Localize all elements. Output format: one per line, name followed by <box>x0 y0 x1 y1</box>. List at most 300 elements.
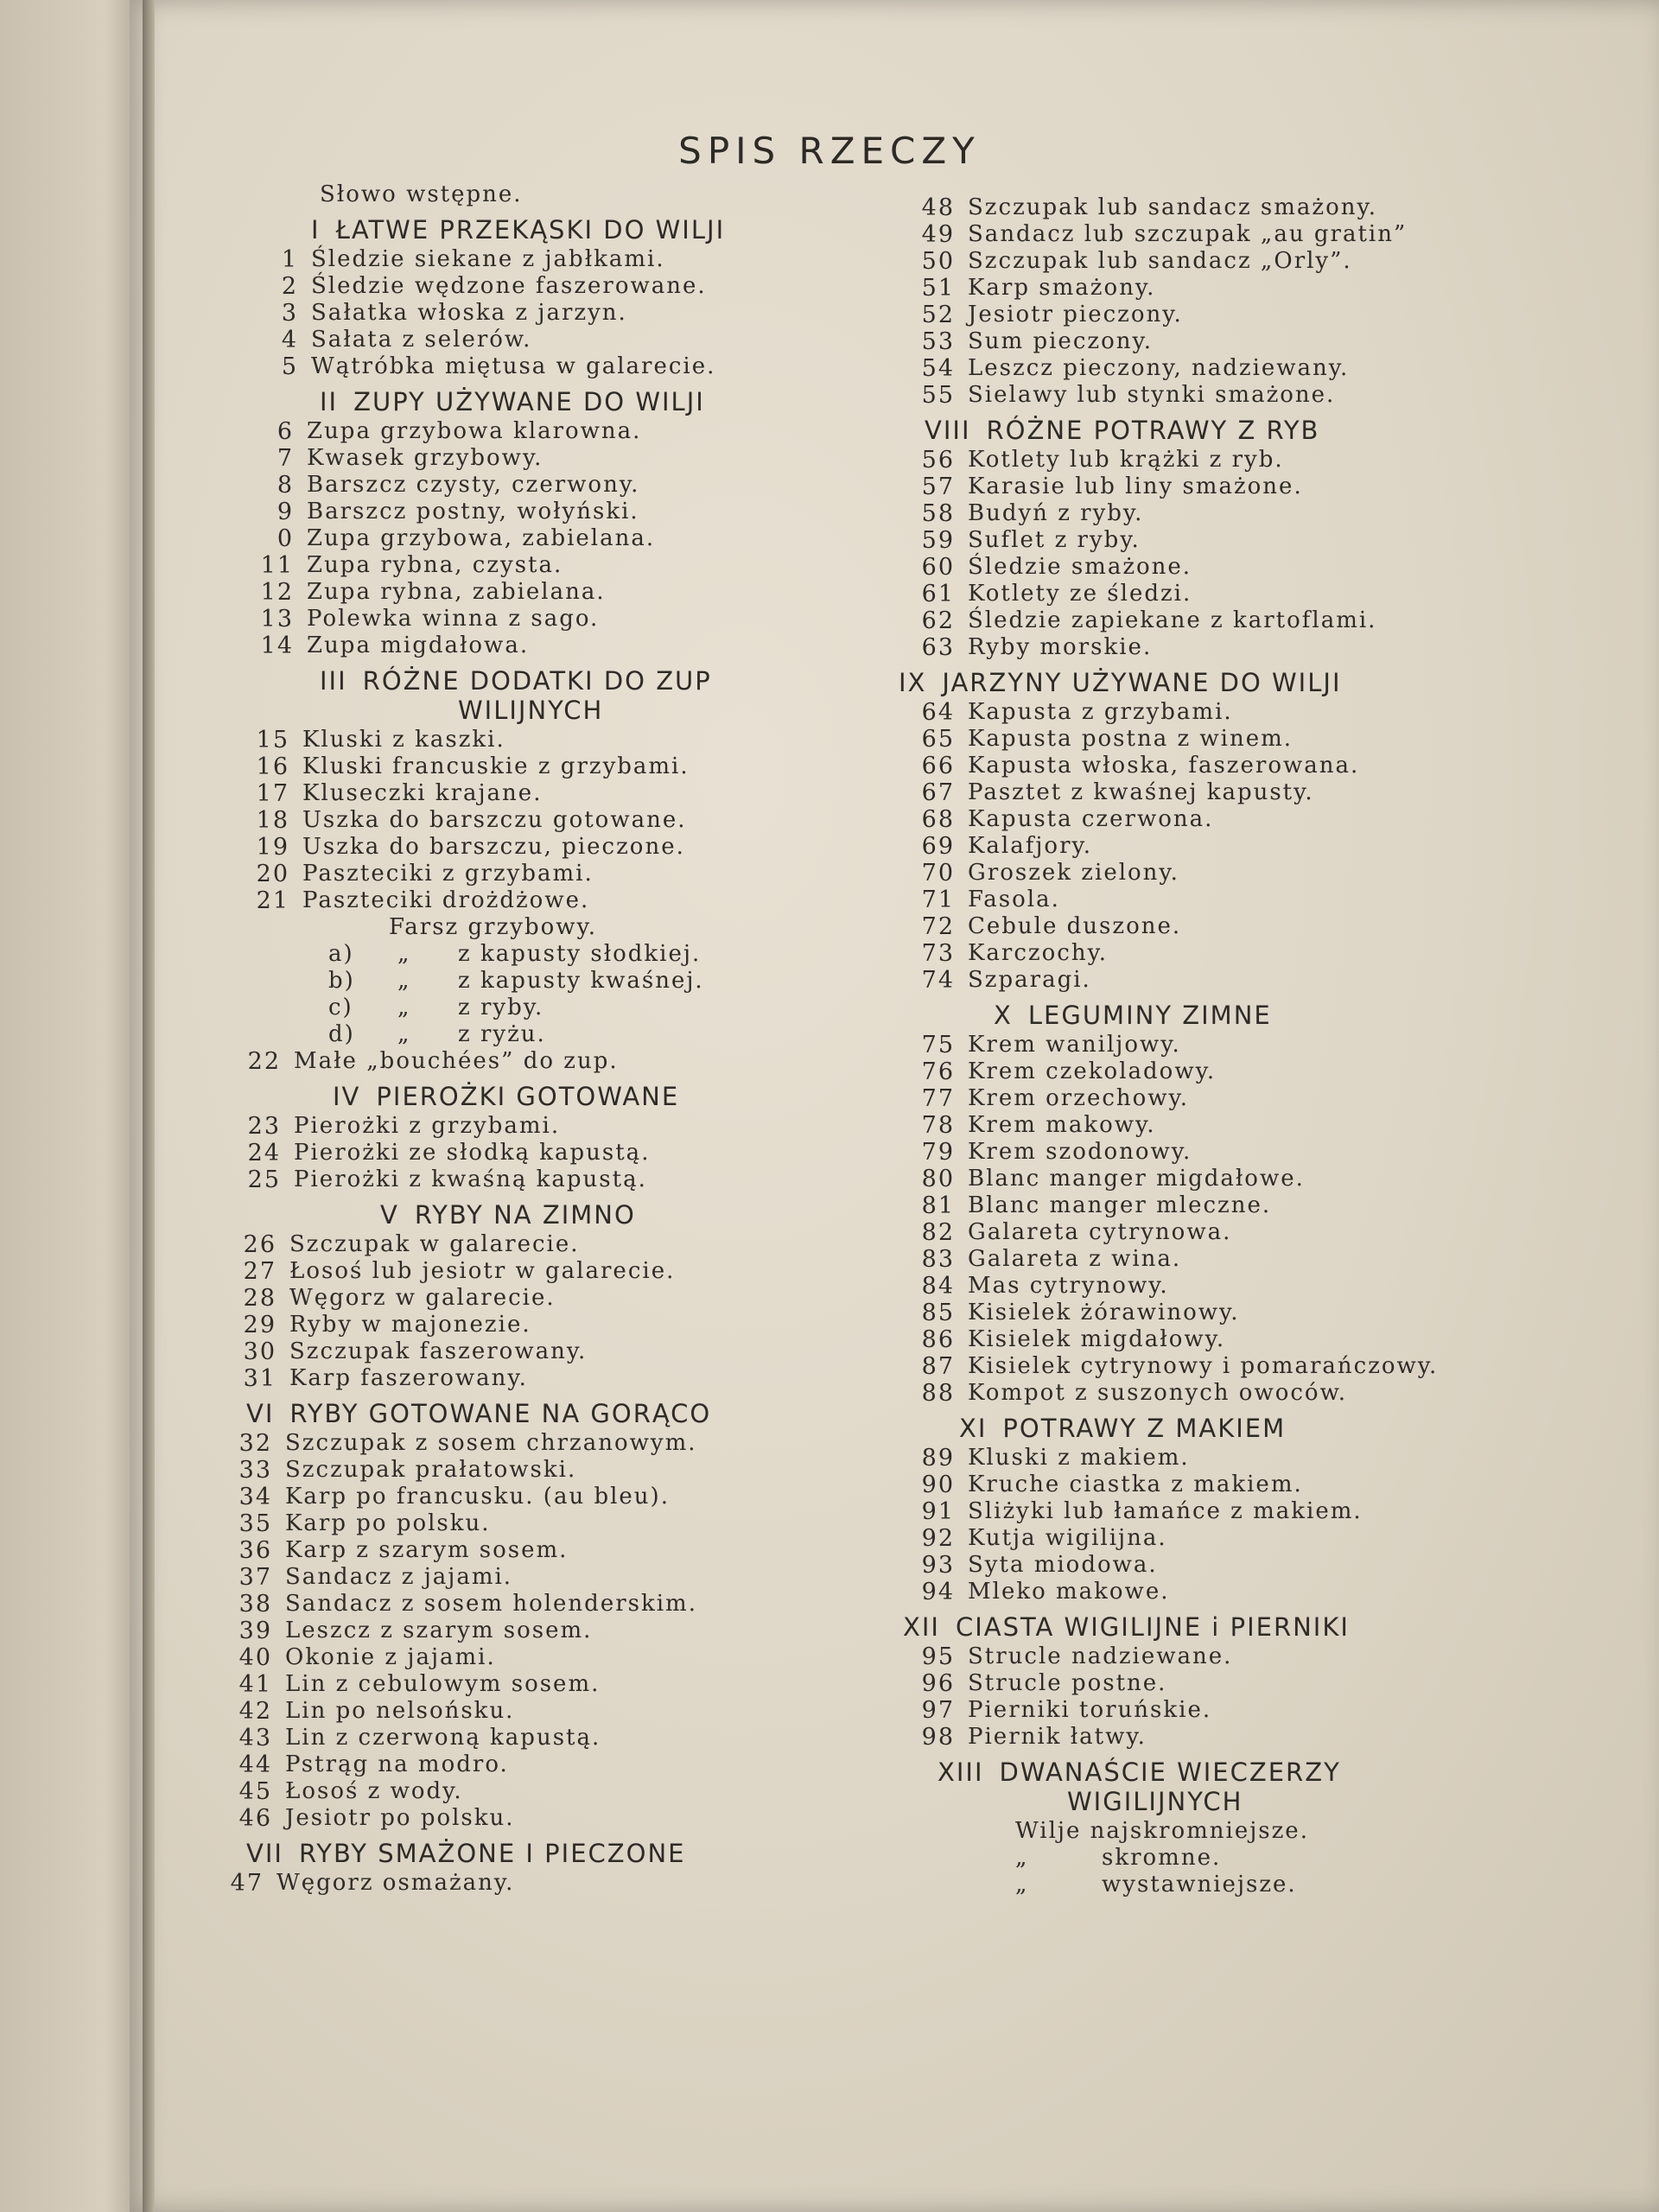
entry-number: 3 <box>281 300 298 327</box>
entry-title: Pierożki z kwaśną kapustą. <box>294 1166 647 1192</box>
toc-entry <box>873 1032 1495 1058</box>
entry-number: 58 <box>921 500 955 527</box>
toc-entry <box>212 552 838 579</box>
entry-number: 38 <box>238 1591 272 1618</box>
entry-title: Kluseczki krajane. <box>302 780 543 806</box>
entry-title: Sielawy lub stynki smażone. <box>968 382 1336 408</box>
entry-title: Łosoś z wody. <box>285 1778 463 1804</box>
toc-entry <box>873 1353 1495 1380</box>
toc-entry <box>873 275 1495 302</box>
toc-ditto-line <box>1015 1845 1495 1872</box>
toc-entry <box>181 1870 838 1897</box>
entry-title: Łosoś lub jesiotr w galarecie. <box>289 1258 676 1284</box>
toc-entry <box>873 1246 1495 1273</box>
entry-title: Uszka do barszczu, pieczone. <box>302 834 685 860</box>
entry-title: Kapusta postna z winem. <box>968 726 1294 752</box>
entry-title: Cebule duszone. <box>968 913 1182 939</box>
entry-number: 92 <box>921 1525 955 1552</box>
entry-title: Lin po nelsońsku. <box>285 1698 515 1724</box>
section-numeral: X <box>994 1001 1013 1030</box>
entry-number: 78 <box>921 1112 955 1139</box>
section-numeral: XII <box>903 1612 940 1642</box>
section-title: JARZYNY UŻYWANE DO WILJI <box>942 668 1342 697</box>
entry-title: Wątróbka miętusa w galarecie. <box>311 353 716 379</box>
entry-title: Szczupak lub sandacz „Orly”. <box>968 248 1352 274</box>
section-heading <box>903 1605 1495 1643</box>
toc-entry <box>873 806 1495 833</box>
entry-number: 48 <box>921 194 955 221</box>
entry-number: 21 <box>256 887 289 914</box>
section-title: ZUPY UŻYWANE DO WILJI <box>353 387 705 416</box>
toc-subitem <box>207 941 838 968</box>
entry-number: 90 <box>921 1471 955 1498</box>
section-heading <box>320 659 838 697</box>
entry-title: Kutja wigilijna. <box>968 1525 1167 1551</box>
entry-number: 52 <box>921 302 955 328</box>
entry-title: Karczochy. <box>968 940 1109 966</box>
toc-entry <box>873 753 1495 779</box>
entry-title: Barszcz czysty, czerwony. <box>307 472 640 498</box>
entry-number: 13 <box>260 606 294 632</box>
entry-number: 81 <box>921 1192 955 1219</box>
page-title: SPIS RZECZY <box>678 130 981 172</box>
entry-number: 39 <box>238 1618 272 1644</box>
toc-entry <box>199 1140 838 1166</box>
entry-number: 29 <box>243 1312 276 1338</box>
entry-title: Jesiotr po polsku. <box>285 1805 515 1831</box>
entry-title: Śledzie siekane z jabłkami. <box>311 246 665 272</box>
entry-title: Jesiotr pieczony. <box>968 302 1183 327</box>
entry-number: 35 <box>238 1510 272 1537</box>
entry-number: 65 <box>921 726 955 753</box>
toc-entry <box>873 860 1495 887</box>
toc-entry <box>873 1643 1495 1670</box>
entry-title: Szczupak lub sandacz smażony. <box>968 194 1377 220</box>
toc-entry <box>873 1552 1495 1579</box>
entry-number: 84 <box>921 1273 955 1300</box>
entry-number: 25 <box>247 1166 281 1193</box>
entry-title: Suflet z ryby. <box>968 527 1141 553</box>
entry-title: Karp faszerowany. <box>289 1365 528 1391</box>
entry-title: Okonie z jajami. <box>285 1644 496 1670</box>
book-spine-fold <box>143 0 155 2212</box>
toc-entry <box>873 940 1495 967</box>
entry-title: Kwasek grzybowy. <box>307 445 543 471</box>
toc-entry <box>216 327 838 353</box>
entry-title: Pstrąg na modro. <box>285 1751 509 1777</box>
entry-title: Paszteciki z grzybami. <box>302 861 594 887</box>
entry-title: Pierniki toruńskie. <box>968 1697 1212 1723</box>
section-heading <box>899 661 1495 699</box>
section-numeral: XI <box>959 1414 988 1443</box>
entry-title: Kalafjory. <box>968 833 1093 859</box>
section-heading <box>380 1193 838 1231</box>
toc-plain-line: Wilje najskromniejsze. <box>1015 1818 1309 1844</box>
toc-plain-line: Słowo wstępne. <box>320 181 523 207</box>
entry-number: 44 <box>238 1751 272 1778</box>
entry-title: Szczupak prałatowski. <box>285 1457 577 1483</box>
toc-entry <box>190 1537 838 1564</box>
entry-number: 94 <box>921 1579 955 1605</box>
entry-title: Kapusta z grzybami. <box>968 699 1233 725</box>
entry-number: 45 <box>238 1778 272 1805</box>
toc-entry <box>207 753 838 780</box>
entry-title: Zupa grzybowa, zabielana. <box>307 525 656 551</box>
entry-title: Sum pieczony. <box>968 328 1153 354</box>
toc-entry <box>873 699 1495 726</box>
entry-title: Piernik łatwy. <box>968 1724 1147 1750</box>
entry-title: Śledzie smażone. <box>968 554 1192 580</box>
section-title: CIASTA WIGILIJNE i PIERNIKI <box>955 1612 1350 1642</box>
subitem-title: z kapusty słodkiej. <box>458 941 702 967</box>
entry-title: Krem czekoladowy. <box>968 1058 1217 1084</box>
section-heading <box>925 409 1495 447</box>
ditto-mark: „ <box>397 995 411 1020</box>
entry-number: 87 <box>921 1353 955 1380</box>
ditto-mark: „ <box>397 941 411 967</box>
entry-title: Groszek zielony. <box>968 860 1179 886</box>
subitem-title: z ryżu. <box>458 1021 546 1047</box>
entry-number: 42 <box>238 1698 272 1725</box>
section-title: RÓŻNE POTRAWY Z RYB <box>986 416 1320 445</box>
toc-entry <box>212 606 838 632</box>
subitem-title: z kapusty kwaśnej. <box>458 968 704 994</box>
entry-title: Blanc manger migdałowe. <box>968 1166 1305 1192</box>
entry-number: 79 <box>921 1139 955 1166</box>
section-heading-continued: WILIJNYCH <box>458 696 604 725</box>
entry-number: 16 <box>256 753 289 780</box>
toc-entry <box>212 525 838 552</box>
toc-entry <box>873 382 1495 409</box>
toc-entry <box>873 221 1495 248</box>
entry-title: Mleko makowe. <box>968 1579 1170 1605</box>
section-numeral: XIII <box>938 1758 984 1787</box>
entry-number: 6 <box>276 418 294 445</box>
entry-number: 7 <box>276 445 294 472</box>
toc-entry <box>212 418 838 445</box>
section-heading <box>246 1832 838 1870</box>
toc-entry <box>873 1219 1495 1246</box>
section-numeral: IV <box>333 1082 361 1111</box>
toc-entry <box>207 861 838 887</box>
entry-number: 61 <box>921 581 955 607</box>
toc-entry <box>216 300 838 327</box>
entry-number: 60 <box>921 554 955 581</box>
section-numeral: V <box>380 1200 399 1230</box>
toc-entry <box>873 1112 1495 1139</box>
entry-number: 59 <box>921 527 955 554</box>
entry-number: 0 <box>276 525 294 552</box>
entry-title: Pasztet z kwaśnej kapusty. <box>968 779 1314 805</box>
section-heading <box>333 1075 838 1113</box>
entry-number: 11 <box>260 552 294 579</box>
entry-number: 43 <box>238 1725 272 1751</box>
entry-number: 69 <box>921 833 955 860</box>
entry-title: skromne. <box>1102 1845 1222 1871</box>
entry-title: Sandacz z jajami. <box>285 1564 513 1590</box>
entry-number: 37 <box>238 1564 272 1591</box>
entry-number: 41 <box>238 1671 272 1698</box>
toc-entry <box>190 1430 838 1457</box>
entry-title: Karp z szarym sosem. <box>285 1537 569 1563</box>
entry-number: 19 <box>256 834 289 861</box>
entry-title: Kompot z suszonych owoców. <box>968 1380 1348 1406</box>
section-title: LEGUMINY ZIMNE <box>1027 1001 1272 1030</box>
entry-number: 70 <box>921 860 955 887</box>
entry-title: Kluski z kaszki. <box>302 727 505 753</box>
toc-entry <box>190 1564 838 1591</box>
toc-entry <box>190 1751 838 1778</box>
entry-number: 89 <box>921 1445 955 1471</box>
entry-number: 34 <box>238 1484 272 1510</box>
section-heading <box>938 1751 1495 1789</box>
toc-ditto-line <box>1015 1872 1495 1898</box>
entry-number: 67 <box>921 779 955 806</box>
toc-entry <box>207 807 838 834</box>
entry-number: 76 <box>921 1058 955 1085</box>
toc-entry <box>873 1326 1495 1353</box>
entry-number: 20 <box>256 861 289 887</box>
toc-entry <box>873 355 1495 382</box>
toc-entry <box>873 527 1495 554</box>
entry-number: 97 <box>921 1697 955 1724</box>
toc-entry <box>190 1698 838 1725</box>
entry-title: Sałata z selerów. <box>311 327 532 353</box>
entry-number: 17 <box>256 780 289 807</box>
entry-number: 88 <box>921 1380 955 1407</box>
entry-number: 57 <box>921 474 955 500</box>
ditto-mark: „ <box>1015 1872 1029 1897</box>
entry-number: 66 <box>921 753 955 779</box>
entry-title: Krem makowy. <box>968 1112 1156 1138</box>
toc-entry <box>873 302 1495 328</box>
entry-title: wystawniejsze. <box>1102 1872 1297 1897</box>
entry-title: Strucle postne. <box>968 1670 1167 1696</box>
toc-entry <box>207 887 838 914</box>
entry-title: Karp po francusku. (au bleu). <box>285 1484 670 1510</box>
entry-number: 50 <box>921 248 955 275</box>
toc-entry <box>199 1113 838 1140</box>
toc-entry <box>194 1312 838 1338</box>
entry-number: 32 <box>238 1430 272 1457</box>
entry-title: Fasola. <box>968 887 1060 912</box>
toc-entry <box>190 1805 838 1832</box>
entry-number: 63 <box>921 634 955 661</box>
ditto-mark: „ <box>397 968 411 994</box>
section-heading <box>959 1407 1495 1445</box>
entry-title: Kotlety lub krążki z ryb. <box>968 447 1284 473</box>
toc-right-column <box>873 194 1495 1898</box>
ditto-mark: „ <box>397 1021 411 1047</box>
entry-title: Sandacz lub szczupak „au gratin” <box>968 221 1408 247</box>
toc-entry <box>873 1192 1495 1219</box>
toc-entry <box>194 1365 838 1392</box>
entry-number: 72 <box>921 913 955 940</box>
entry-number: 62 <box>921 607 955 634</box>
toc-entry <box>873 726 1495 753</box>
entry-title: Strucle nadziewane. <box>968 1643 1233 1669</box>
subitem-title: z ryby. <box>458 995 544 1020</box>
toc-entry <box>190 1618 838 1644</box>
subitem-letter: b) <box>328 968 355 994</box>
toc-entry <box>873 1085 1495 1112</box>
entry-title: Śledzie wędzone faszerowane. <box>311 273 707 299</box>
section-heading <box>994 994 1495 1032</box>
entry-number: 2 <box>281 273 298 300</box>
entry-number: 15 <box>256 727 289 753</box>
entry-title: Sandacz z sosem holenderskim. <box>285 1591 697 1617</box>
toc-entry <box>873 607 1495 634</box>
toc-entry <box>212 499 838 525</box>
entry-number: 74 <box>921 967 955 994</box>
entry-title: Węgorz w galarecie. <box>289 1285 556 1311</box>
entry-title: Śledzie zapiekane z kartoflami. <box>968 607 1377 633</box>
toc-entry <box>873 1139 1495 1166</box>
entry-title: Sałatka włoska z jarzyn. <box>311 300 627 326</box>
section-numeral: II <box>320 387 339 416</box>
section-numeral: VI <box>246 1399 275 1428</box>
entry-title: Ryby w majonezie. <box>289 1312 531 1338</box>
section-title: RYBY SMAŻONE I PIECZONE <box>298 1839 686 1868</box>
toc-entry <box>190 1591 838 1618</box>
section-numeral: VIII <box>925 416 971 445</box>
entry-number: 46 <box>238 1805 272 1832</box>
section-numeral: III <box>320 666 347 696</box>
entry-number: 23 <box>247 1113 281 1140</box>
toc-entry <box>873 913 1495 940</box>
toc-subitem <box>207 995 838 1021</box>
toc-entry <box>216 273 838 300</box>
entry-number: 31 <box>243 1365 276 1392</box>
entry-number: 1 <box>281 246 298 273</box>
entry-number: 33 <box>238 1457 272 1484</box>
toc-entry <box>199 1166 838 1193</box>
entry-title: Uszka do barszczu gotowane. <box>302 807 687 833</box>
entry-number: 56 <box>921 447 955 474</box>
toc-entry <box>873 634 1495 661</box>
toc-entry <box>194 1231 838 1258</box>
entry-title: Krem waniljowy. <box>968 1032 1181 1058</box>
section-heading <box>311 208 838 246</box>
entry-title: Leszcz pieczony, nadziewany. <box>968 355 1350 381</box>
toc-entry <box>190 1671 838 1698</box>
section-heading <box>320 380 838 418</box>
toc-entry <box>873 1525 1495 1552</box>
toc-entry <box>212 632 838 659</box>
entry-title: Karp smażony. <box>968 275 1156 301</box>
toc-entry <box>207 727 838 753</box>
entry-number: 83 <box>921 1246 955 1273</box>
entry-title: Szczupak w galarecie. <box>289 1231 580 1257</box>
entry-title: Budyń z ryby. <box>968 500 1144 526</box>
entry-title: Galareta z wina. <box>968 1246 1182 1272</box>
entry-title: Kapusta czerwona. <box>968 806 1214 832</box>
entry-number: 80 <box>921 1166 955 1192</box>
toc-entry <box>873 1697 1495 1724</box>
entry-number: 55 <box>921 382 955 409</box>
section-title: POTRAWY Z MAKIEM <box>1002 1414 1287 1443</box>
entry-title: Mas cytrynowy. <box>968 1273 1169 1299</box>
toc-entry <box>873 500 1495 527</box>
entry-title: Leszcz z szarym sosem. <box>285 1618 593 1643</box>
entry-number: 49 <box>921 221 955 248</box>
section-title: PIEROŻKI GOTOWANE <box>376 1082 680 1111</box>
entry-number: 77 <box>921 1085 955 1112</box>
entry-title: Karasie lub liny smażone. <box>968 474 1303 499</box>
entry-number: 9 <box>276 499 294 525</box>
toc-entry <box>873 833 1495 860</box>
subitem-letter: c) <box>328 995 353 1020</box>
toc-entry <box>190 1644 838 1671</box>
entry-number: 27 <box>243 1258 276 1285</box>
entry-number: 71 <box>921 887 955 913</box>
entry-number: 95 <box>921 1643 955 1670</box>
entry-number: 36 <box>238 1537 272 1564</box>
subitem-letter: a) <box>328 941 354 967</box>
entry-number: 96 <box>921 1670 955 1697</box>
toc-entry <box>873 887 1495 913</box>
toc-entry <box>207 834 838 861</box>
toc-entry <box>873 1670 1495 1697</box>
entry-title: Pierożki ze słodką kapustą. <box>294 1140 651 1166</box>
entry-title: Krem szodonowy. <box>968 1139 1192 1165</box>
entry-title: Zupa migdałowa. <box>307 632 530 658</box>
entry-number: 85 <box>921 1300 955 1326</box>
entry-title: Paszteciki drożdżowe. <box>302 887 590 913</box>
section-title: RÓŻNE DODATKI DO ZUP <box>362 666 712 696</box>
toc-entry <box>873 194 1495 221</box>
toc-entry <box>873 328 1495 355</box>
toc-entry <box>873 248 1495 275</box>
toc-entry <box>873 1445 1495 1471</box>
section-title: RYBY NA ZIMNO <box>414 1200 636 1230</box>
toc-entry <box>216 246 838 273</box>
toc-entry <box>212 445 838 472</box>
toc-entry <box>194 1338 838 1365</box>
section-title: DWANAŚCIE WIECZERZY <box>999 1758 1341 1787</box>
entry-number: 4 <box>281 327 298 353</box>
toc-entry <box>873 581 1495 607</box>
toc-subitem <box>207 1021 838 1048</box>
entry-title: Sliżyki lub łamańce z makiem. <box>968 1498 1363 1524</box>
entry-title: Galareta cytrynowa. <box>968 1219 1232 1245</box>
entry-number: 40 <box>238 1644 272 1671</box>
toc-entry <box>873 1058 1495 1085</box>
entry-title: Kluski francuskie z grzybami. <box>302 753 690 779</box>
entry-title: Kisielek cytrynowy i pomarańczowy. <box>968 1353 1439 1379</box>
entry-title: Kotlety ze śledzi. <box>968 581 1192 607</box>
entry-title: Syta miodowa. <box>968 1552 1158 1578</box>
entry-number: 51 <box>921 275 955 302</box>
toc-entry <box>873 1166 1495 1192</box>
ditto-mark: „ <box>1015 1845 1029 1871</box>
entry-number: 18 <box>256 807 289 834</box>
entry-title: Szczupak z sosem chrzanowym. <box>285 1430 697 1456</box>
entry-number: 93 <box>921 1552 955 1579</box>
entry-title: Krem orzechowy. <box>968 1085 1190 1111</box>
toc-entry <box>194 1258 838 1285</box>
toc-entry <box>190 1778 838 1805</box>
section-numeral: IX <box>899 668 927 697</box>
entry-number: 47 <box>230 1870 264 1897</box>
entry-title: Węgorz osmażany. <box>276 1870 515 1896</box>
toc-entry <box>190 1457 838 1484</box>
entry-title: Kisielek migdałowy. <box>968 1326 1226 1352</box>
entry-title: Zupa rybna, zabielana. <box>307 579 606 605</box>
entry-number: 53 <box>921 328 955 355</box>
entry-title: Lin z cebulowym sosem. <box>285 1671 601 1697</box>
entry-number: 30 <box>243 1338 276 1365</box>
